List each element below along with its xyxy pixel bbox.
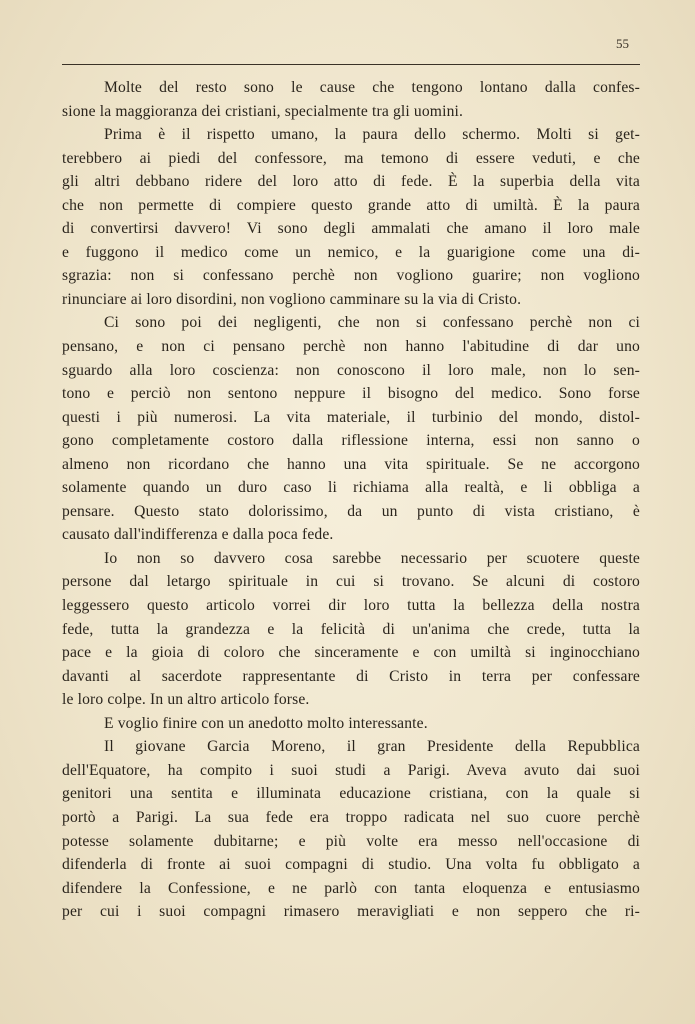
text-line: causato dall'indifferenza e dalla poca fede. [62, 526, 334, 544]
text-line: Io non so davvero cosa sarebbe necessario per scuotere queste [104, 549, 640, 567]
text-line: sgrazia: non si confessano perchè non vogliono guarire; non vogliono [62, 267, 640, 285]
text-line: terebbero ai piedi del confessore, ma temono di essere veduti, e che [62, 149, 640, 167]
text-line: E voglio finire con un anedotto molto interessante. [104, 714, 428, 732]
text-line: Molte del resto sono le cause che tengono lontano dalla confes- [104, 79, 640, 96]
text-line: tono e perciò non sentono neppure il bisogno del medico. Sono forse [62, 385, 640, 403]
text-line: portò a Parigi. La sua fede era troppo radicata nel suo cuore perchè [62, 808, 640, 826]
text-line: che non permette di compiere questo grande atto di umiltà. È la paura [62, 196, 640, 214]
text-line: pensare. Questo stato dolorissimo, da un punto di vista cristiano, è [62, 502, 640, 520]
text-line: pace e la gioia di coloro che sinceramente e con umiltà si inginocchiano [62, 644, 640, 662]
text-line: Ci sono poi dei negligenti, che non si confessano perchè non ci [104, 314, 640, 332]
text-line: Il giovane Garcia Moreno, il gran Presidente della Repubblica [104, 738, 640, 756]
text-line: difendere la Confessione, e ne parlò con tanta eloquenza e entusiasmo [62, 879, 640, 897]
header-rule [62, 64, 640, 65]
text-line: potesse solamente dubitarne; e più volte era messo nell'occasione di [62, 832, 640, 850]
text-line: le loro colpe. In un altro articolo forse. [62, 691, 310, 709]
text-line: di convertirsi davvero! Vi sono degli ammalati che amano il loro male [62, 220, 640, 238]
text-line: fede, tutta la grandezza e la felicità di un'anima che crede, tutta la [62, 620, 640, 638]
text-line: leggessero questo articolo vorrei dir loro tutta la bellezza della nostra [62, 597, 640, 615]
text-line: per cui i suoi compagni rimasero meravigliati e non seppero che ri- [62, 903, 640, 921]
page-number: 55 [616, 36, 629, 51]
text-line: questi i più numerosi. La vita materiale, il turbinio del mondo, distol- [62, 408, 640, 426]
text-line: sguardo alla loro coscienza: non conoscono il loro male, non lo sen- [62, 361, 640, 379]
text-line: gono completamente costoro dalla riflessione interna, essi non sanno o [62, 432, 640, 450]
text-line: sione la maggioranza dei cristiani, specialmente tra gli uomini. [62, 102, 464, 120]
text-line: gli altri debbano ridere del loro atto di fede. È la superbia della vita [62, 173, 640, 191]
text-line: rinunciare ai loro disordini, non vogliono camminare su la via di Cristo. [62, 290, 522, 308]
text-line: genitori una sentita e illuminata educazione cristiana, con la quale si [62, 785, 640, 803]
text-line: e fuggono il medico come un nemico, e la guarigione come una di- [62, 243, 640, 261]
text-line: pensano, e non ci pensano perchè non hanno l'abitudine di dar uno [62, 338, 640, 356]
text-line: solamente quando un duro caso li richiama alla realtà, e li obbliga a [62, 479, 640, 497]
text-line: almeno non ricordano che hanno una vita spirituale. Se ne accorgono [62, 455, 640, 473]
body-text [62, 76, 640, 924]
text-line: dell'Equatore, ha compito i suoi studi a Parigi. Aveva avuto dai suoi [62, 761, 640, 779]
text-line: Prima è il rispetto umano, la paura dello schermo. Molti si get- [104, 126, 640, 144]
text-line: persone dal letargo spirituale in cui si trovano. Se alcuni di costoro [62, 573, 640, 591]
text-line: davanti al sacerdote rappresentante di Cristo in terra per confessare [62, 667, 640, 685]
text-line: difenderla di fronte ai suoi compagni di studio. Una volta fu obbligato a [62, 856, 640, 874]
